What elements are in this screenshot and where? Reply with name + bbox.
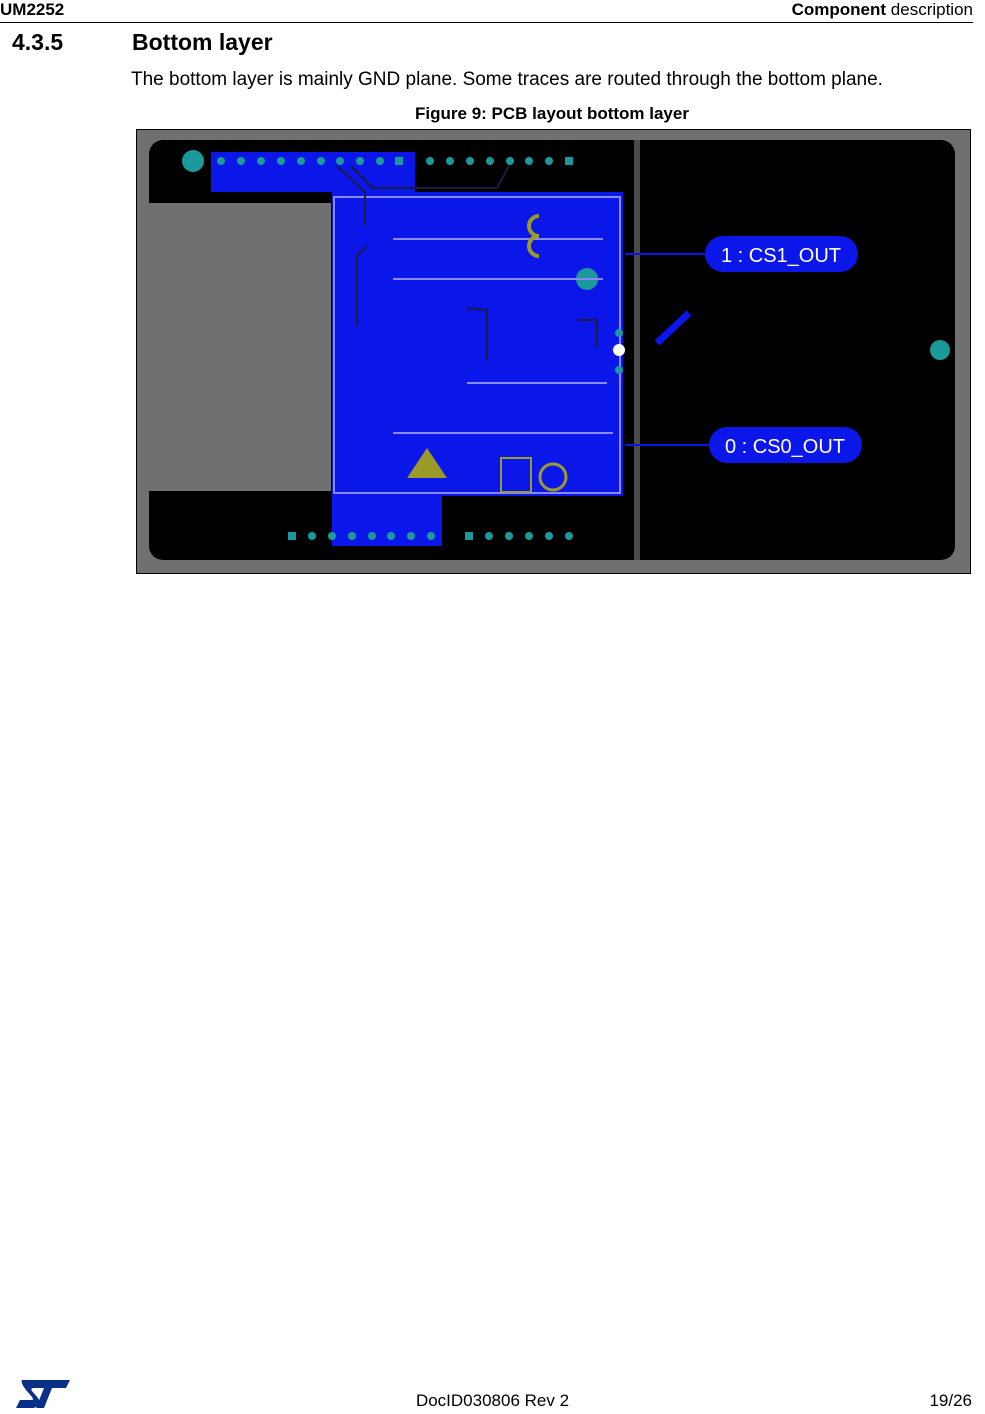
section-title: Bottom layer <box>132 29 273 55</box>
section-paragraph: The bottom layer is mainly GND plane. Some traces are routed through the bottom plane. <box>131 69 883 90</box>
side-pad <box>615 366 623 374</box>
board-cutout <box>149 203 331 491</box>
bottom-header-pins <box>288 532 573 540</box>
cs0-out-label: 0 : CS0_OUT <box>724 436 846 458</box>
pcb-bottom-layer-image <box>137 130 970 573</box>
document-code: UM2252 <box>0 0 65 19</box>
side-pad-white <box>613 344 625 356</box>
figure-caption: Figure 9: PCB layout bottom layer <box>415 104 689 123</box>
section-header-rest: description <box>886 0 973 19</box>
side-pad <box>615 329 623 337</box>
footer-document-id: DocID030806 Rev 2 <box>415 1391 570 1410</box>
section-header-bold: Component <box>791 0 887 19</box>
pcb-layout-figure <box>136 129 971 574</box>
page-header <box>0 0 973 23</box>
footer-page-number: 19/26 <box>929 1391 972 1410</box>
section-number: 4.3.5 <box>12 29 64 55</box>
section-header <box>792 0 973 20</box>
cs1-out-label: 1 : CS1_OUT <box>720 245 842 267</box>
